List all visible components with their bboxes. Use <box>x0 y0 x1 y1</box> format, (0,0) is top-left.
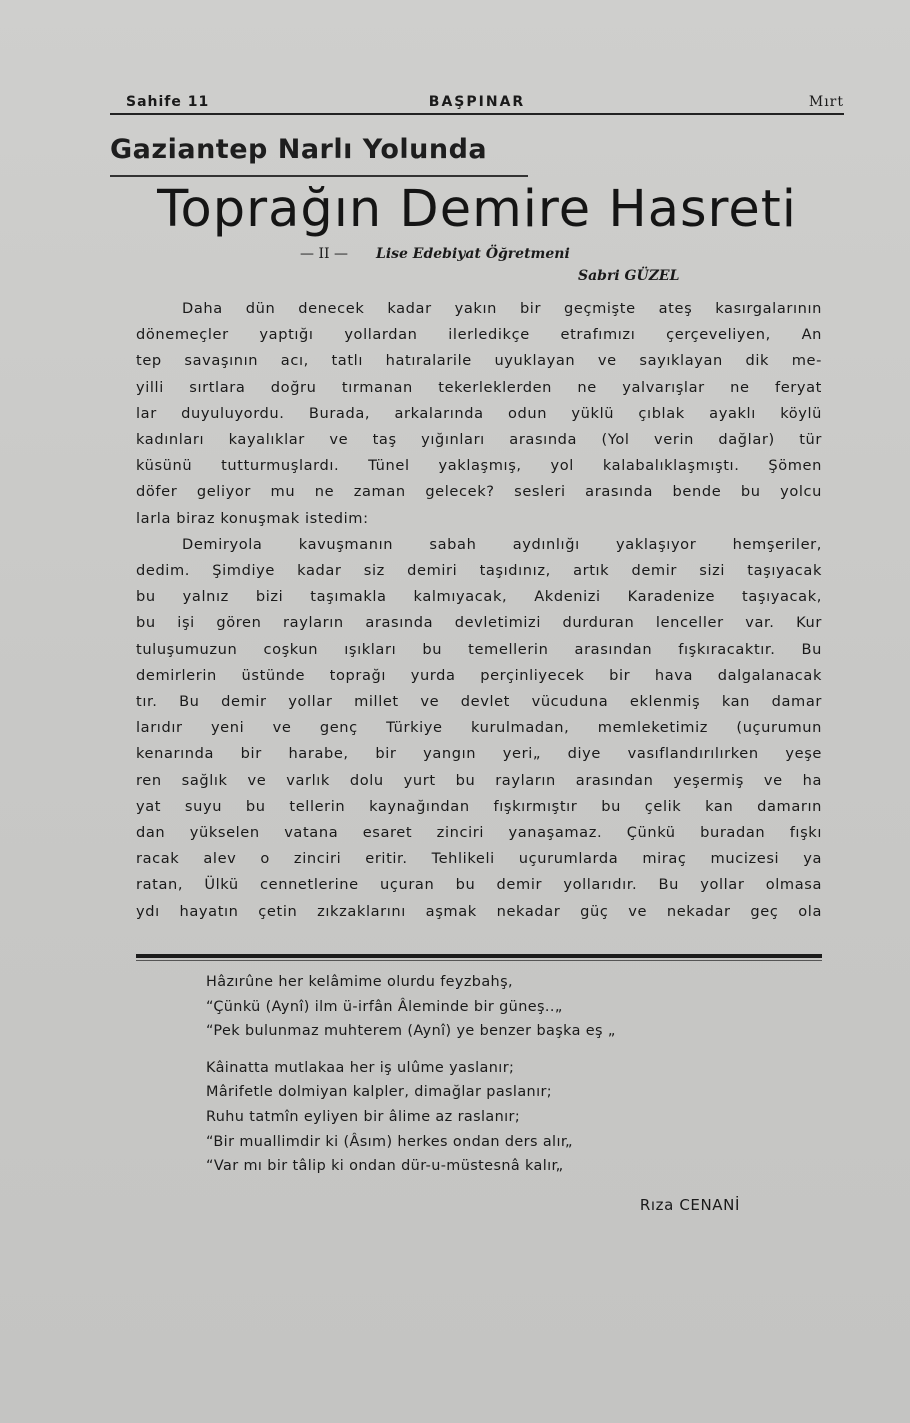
stanza-gap <box>206 1044 616 1056</box>
poem-line: Mârifetle dolmiyan kalpler, dimağlar paslanır; <box>206 1084 553 1101</box>
article-line: ren sağlık ve varlık dolu yurt bu rayların arasından yeşermiş ve ha <box>136 771 822 789</box>
article-body <box>136 296 822 925</box>
article-line: dedim. Şimdiye kadar siz demiri taşıdınız, artık demir sizi taşıyacak <box>136 562 822 580</box>
article-line: kenarında bir harabe, bir yangın yeri„ diye vasıflandırılırken yeşe <box>136 745 822 763</box>
journal-name: BAŞPINAR <box>428 94 526 110</box>
article-line: tuluşumuzun coşkun ışıkları bu temellerin arasından fışkıracaktır. Bu <box>136 640 822 658</box>
article-line: demirlerin üstünde toprağı yurda perçinliyecek bir hava dalgalanacak <box>136 666 822 684</box>
page-number-label: Sahife 11 <box>126 94 210 110</box>
article-line: küsünü tutturmuşlardı. Tünel yaklaşmış, yol kalabalıklaşmıştı. Şömen <box>136 457 822 475</box>
article-line: tır. Bu demir yollar millet ve devlet vücuduna eklenmiş kan damar <box>136 693 822 711</box>
article-line: kadınları kayalıklar ve taş yığınları arasında (Yol verin dağlar) tür <box>136 431 822 449</box>
issue-month: Mırt <box>808 94 844 110</box>
byline <box>300 243 820 287</box>
poem-line: “Çünkü (Aynî) ilm ü-irfân Âleminde bir güneş..„ <box>206 998 563 1015</box>
section-divider <box>136 954 822 958</box>
author-name: Sabri GÜZEL <box>578 268 680 284</box>
header-rule <box>110 113 844 115</box>
poem-block <box>206 970 616 1179</box>
article-line: döfer geliyor mu ne zaman gelecek? sesleri arasında bende bu yolcu <box>136 483 822 501</box>
article-line: dan yükselen vatana esaret zinciri yanaşamaz. Çünkü buradan fışkı <box>136 824 822 842</box>
article-line: lar duyuluyordu. Burada, arkalarında odun yüklü çıblak ayaklı köylü <box>136 404 822 422</box>
poem-line: “Var mı bir tâlip ki ondan dür-u-müstesnâ kalır„ <box>206 1158 564 1175</box>
poem-line: “Bir muallimdir ki (Âsım) herkes ondan ders alır„ <box>206 1133 573 1150</box>
part-number: — II — <box>300 246 348 262</box>
article-line: Daha dün denecek kadar yakın bir geçmişte ateş kasırgalarının <box>182 300 822 317</box>
article-line: ydı hayatın çetin zıkzaklarını aşmak nekadar güç ve nekadar geç ola <box>136 902 822 920</box>
section-divider-thin <box>136 960 822 961</box>
article-line: racak alev o zinciri eritir. Tehlikeli uçurumlarda miraç mucizesi ya <box>136 850 822 868</box>
article-line: tep savaşının acı, tatlı hatıralarile uyuklayan ve sayıklayan dik me- <box>136 352 822 370</box>
poem-signature: Rıza CENANİ <box>639 1196 740 1214</box>
poem-line: Hâzırûne her kelâmime olurdu feyzbahş, <box>206 974 513 990</box>
author-role: Lise Edebiyat Öğretmeni <box>375 246 570 262</box>
article-line: bu işi gören rayların arasında devletimizi durduran lenceller var. Kur <box>136 614 822 632</box>
article-kicker: Gaziantep Narlı Yolunda <box>110 134 488 165</box>
kicker-underline <box>110 175 528 177</box>
article-line: dönemeçler yaptığı yollardan ilerledikçe etrafımızı çerçeveliyen, An <box>136 326 822 344</box>
article-line: larla biraz konuşmak istedim: <box>136 509 369 527</box>
poem-line: Kâinatta mutlakaa her iş ulûme yaslanır; <box>206 1059 515 1076</box>
poem-line: “Pek bulunmaz muhterem (Aynî) ye benzer başka eş „ <box>206 1023 616 1040</box>
article-line: yilli sırtlara doğru tırmanan tekerleklerden ne yalvarışlar ne feryat <box>136 378 822 396</box>
article-headline: Toprağın Demire Hasreti <box>157 180 797 239</box>
article-line: larıdır yeni ve genç Türkiye kurulmadan, memleketimiz (uçurumun <box>136 719 822 737</box>
page-header <box>110 86 844 112</box>
poem-line: Ruhu tatmîn eyliyen bir âlime az raslanır; <box>206 1108 521 1125</box>
article-line: yat suyu bu tellerin kaynağından fışkırmıştır bu çelik kan damarın <box>136 797 822 815</box>
article-line: bu yalnız bizi taşımakla kalmıyacak, Akdenizi Karadenize taşıyacak, <box>136 588 822 606</box>
article-line: Demiryola kavuşmanın sabah aydınlığı yaklaşıyor hemşeriler, <box>182 535 822 553</box>
article-line: ratan, Ülkü cennetlerine uçuran bu demir yollarıdır. Bu yollar olmasa <box>136 876 822 894</box>
